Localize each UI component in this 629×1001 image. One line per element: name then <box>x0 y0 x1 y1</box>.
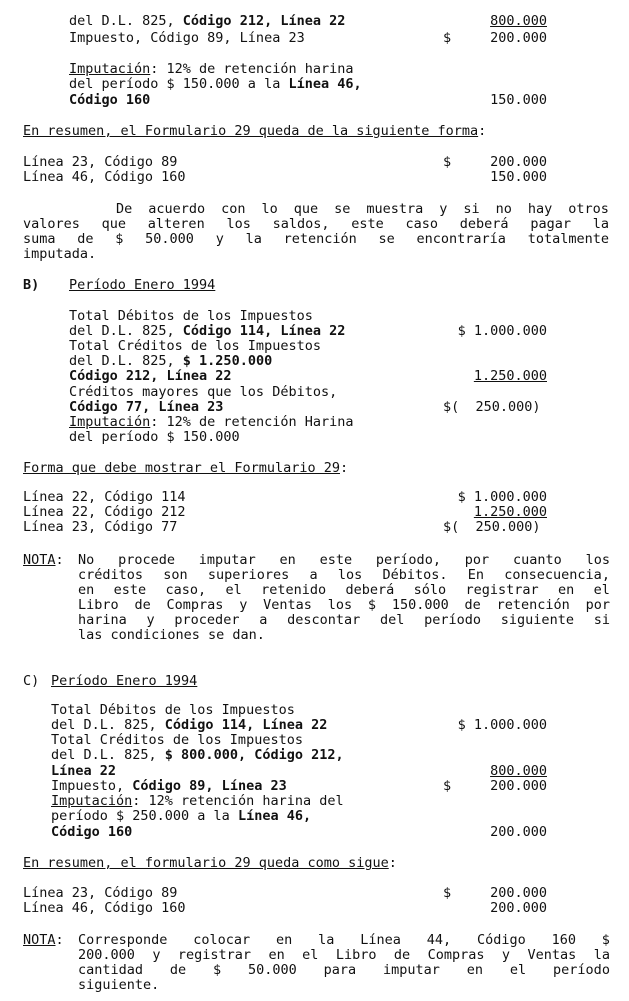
word: lo <box>261 201 278 217</box>
section-b-creditos-2: del D.L. 825, $ 1.250.000 <box>69 353 273 369</box>
word: pagar <box>530 216 571 232</box>
word: en <box>276 932 293 948</box>
word: Ventas <box>527 947 577 963</box>
section-c-creditos-amount: 800.000 <box>490 763 547 779</box>
section-b-debitos-amount: $ 1.000.000 <box>457 323 547 339</box>
word: superiores <box>207 567 290 583</box>
section-b-forma-amount-2: 1.250.000 <box>473 504 547 520</box>
word: registrar <box>177 947 252 963</box>
word: para <box>323 962 357 978</box>
word: de <box>464 597 481 613</box>
resumen-1-amount-1: 200.000 <box>490 154 547 170</box>
word: Ventas <box>263 597 312 613</box>
section-b-nota-line-1 <box>78 553 610 568</box>
paragraph-line-2 <box>23 217 609 232</box>
word: De <box>116 201 133 217</box>
word: el <box>302 947 319 963</box>
word: cuanto <box>512 552 562 568</box>
word: el <box>593 582 610 598</box>
word: saldos, <box>272 216 330 232</box>
section-b-debitos-1: Total Débitos de los Impuestos <box>69 308 313 324</box>
section-c-impuesto: Impuesto, Código 89, Línea 23 <box>51 778 287 794</box>
section-b-forma-row-1: Línea 22, Código 114 <box>23 489 186 505</box>
resumen-1-row-2: Línea 46, Código 160 <box>23 169 186 185</box>
word: deberá <box>459 216 509 232</box>
section-c-nota-line-3 <box>78 963 610 978</box>
word: con <box>221 201 246 217</box>
paragraph-line-4: imputada. <box>23 246 97 262</box>
top-currency-2: $ <box>443 30 452 46</box>
section-c-imputacion-2: período $ 250.000 a la Línea 46, <box>51 808 312 824</box>
word: acuerdo <box>148 201 206 217</box>
word: Libro <box>78 597 119 613</box>
section-b-forma-heading: Forma que debe mostrar el Formulario 29: <box>23 460 349 476</box>
section-c-nota-line-1 <box>78 933 610 948</box>
section-b-forma-row-2: Línea 22, Código 212 <box>23 504 186 520</box>
section-c-resumen-amount-2: 200.000 <box>490 900 547 916</box>
paragraph-line-3 <box>23 232 609 247</box>
section-b-forma-amount-1: $ 1.000.000 <box>457 489 547 505</box>
word: de <box>77 231 94 247</box>
top-imputacion-line-2: del período $ 150.000 a la Línea 46, <box>69 76 362 92</box>
word: otros <box>568 201 609 217</box>
word: a <box>259 612 268 628</box>
word: caso, <box>165 582 207 598</box>
section-b-imputacion-2: del período $ 150.000 <box>69 429 240 445</box>
section-b-creditos-1: Total Créditos de los Impuestos <box>69 338 321 354</box>
word: la <box>592 216 609 232</box>
section-c-marker: C) <box>23 673 40 689</box>
section-c-resumen-heading: En resumen, el formulario 29 queda como sigue: <box>23 855 397 871</box>
word: sólo <box>413 582 447 598</box>
section-b-creditos-amount: 1.250.000 <box>473 368 547 384</box>
word: que <box>293 201 319 217</box>
word: este <box>351 216 384 232</box>
section-c-creditos-2: del D.L. 825, $ 800.000, Código 212, <box>51 747 344 763</box>
word: valores <box>23 216 80 232</box>
word: el <box>509 962 527 978</box>
word: los <box>337 567 363 583</box>
word: registrar <box>465 582 539 598</box>
section-b-creditos-3: Código 212, Línea 22 <box>69 368 232 384</box>
word: descontar <box>287 612 361 628</box>
resumen-1-heading: En resumen, el Formulario 29 queda de la siguiente forma: <box>23 123 487 139</box>
word: los <box>585 552 610 568</box>
top-imputacion-line-1: Imputación: 12% de retención harina <box>69 61 354 77</box>
section-c-nota-line-2 <box>78 948 610 963</box>
section-c-resumen-currency-1: $ <box>443 885 452 901</box>
word: caso <box>405 216 439 232</box>
section-c-creditos-1: Total Créditos de los Impuestos <box>51 732 303 748</box>
word: 50.000 <box>145 231 194 247</box>
section-c-imputacion-amount: 200.000 <box>490 824 547 840</box>
word: son <box>163 567 188 583</box>
section-c-nota-line-4: siguiente. <box>78 977 160 993</box>
section-c-impuesto-amount: 200.000 <box>490 778 547 794</box>
word: $ <box>367 597 377 613</box>
word: retenido <box>261 582 327 598</box>
word: si <box>593 612 610 628</box>
paragraph-line-1 <box>116 202 609 217</box>
section-b-nota-label: NOTA: <box>23 552 64 568</box>
section-c-debitos-amount: $ 1.000.000 <box>457 717 547 733</box>
word: y <box>501 947 511 963</box>
section-c-imputacion-1: Imputación: 12% retención harina del <box>51 793 344 809</box>
word: 50.000 <box>248 962 297 978</box>
word: que <box>101 216 127 232</box>
section-c-debitos-2: del D.L. 825, Código 114, Línea 22 <box>51 717 328 733</box>
word: la <box>245 231 262 247</box>
word: proceder <box>174 612 240 628</box>
word: En <box>467 567 485 583</box>
section-b-nota-line-2 <box>78 568 610 583</box>
section-c-resumen-row-2: Línea 46, Código 160 <box>23 900 186 916</box>
word: retención <box>496 597 570 613</box>
word: en <box>558 582 575 598</box>
word: Libro <box>335 947 377 963</box>
word: y <box>146 612 155 628</box>
word: cantidad <box>78 962 144 978</box>
section-b-nota-line-4 <box>78 598 610 613</box>
section-b-mayores-amount: $( 250.000) <box>443 399 541 415</box>
word: Línea <box>360 932 401 948</box>
word: 200.000 <box>78 947 135 963</box>
word: en <box>268 947 285 963</box>
top-line-2: Impuesto, Código 89, Línea 23 <box>69 30 305 46</box>
top-amount-2: 200.000 <box>490 30 547 46</box>
word: muestra <box>366 201 424 217</box>
word: y <box>152 947 161 963</box>
word: en <box>466 962 484 978</box>
word: período, <box>375 552 441 568</box>
word: por <box>464 552 490 568</box>
section-c-resumen-amount-1: 200.000 <box>490 885 547 901</box>
top-imputacion-line-3: Código 160 <box>69 92 151 108</box>
word: este <box>319 552 353 568</box>
section-b-imputacion-1: Imputación: 12% de retención Harina <box>69 414 354 430</box>
word: en <box>78 582 95 598</box>
word: el <box>225 582 242 598</box>
section-c-imputacion-3: Código 160 <box>51 824 133 840</box>
section-c-nota-label: NOTA: <box>23 932 64 948</box>
word: los <box>327 597 353 613</box>
resumen-1-currency-1: $ <box>443 154 452 170</box>
word: la <box>318 932 335 948</box>
word: período <box>553 962 610 978</box>
top-line-1: del D.L. 825, Código 212, Línea 22 <box>69 13 346 29</box>
word: totalmente <box>527 231 609 247</box>
word: de <box>393 947 411 963</box>
section-c-title: Período Enero 1994 <box>51 673 198 689</box>
section-b-marker: B) <box>23 277 40 293</box>
word: procede <box>118 552 175 568</box>
word: hay <box>527 201 553 217</box>
word: de <box>169 962 187 978</box>
word: por <box>585 597 610 613</box>
word: 44, <box>426 932 452 948</box>
word: en <box>279 552 296 568</box>
word: Débitos. <box>382 567 448 583</box>
section-b-nota-line-5 <box>78 613 610 628</box>
word: este <box>113 582 147 598</box>
section-b-mayores-1: Créditos mayores que los Débitos, <box>69 384 338 400</box>
resumen-1-row-1: Línea 23, Código 89 <box>23 154 178 170</box>
section-b-forma-row-3: Línea 23, Código 77 <box>23 519 178 535</box>
word: encontraría <box>416 231 506 247</box>
section-b-forma-amount-3: $( 250.000) <box>443 519 541 535</box>
word: a <box>309 567 318 583</box>
section-b-nota-line-3 <box>78 583 610 598</box>
word: alteren <box>147 216 205 232</box>
section-b-mayores-2: Código 77, Línea 23 <box>69 399 224 415</box>
word: Corresponde <box>78 932 168 948</box>
section-c-resumen-row-1: Línea 23, Código 89 <box>23 885 178 901</box>
word: y <box>215 231 224 247</box>
word: 150.000 <box>391 597 449 613</box>
word: del <box>380 612 405 628</box>
word: 160 <box>551 932 576 948</box>
resumen-1-amount-2: 150.000 <box>490 169 547 185</box>
word: Compras <box>427 947 485 963</box>
word: consecuencia, <box>504 567 610 583</box>
word: créditos <box>78 567 144 583</box>
section-b-nota-line-6: las condiciones se dan. <box>78 627 265 643</box>
word: $ <box>213 962 222 978</box>
word: harina <box>78 612 127 628</box>
word: y <box>239 597 248 613</box>
word: se <box>378 231 395 247</box>
word: período <box>424 612 482 628</box>
word: $ <box>601 932 610 948</box>
section-c-creditos-3: Línea 22 <box>51 763 117 779</box>
section-c-impuesto-currency: $ <box>443 778 452 794</box>
section-b-debitos-2: del D.L. 825, Código 114, Línea 22 <box>69 323 346 339</box>
section-b-title: Período Enero 1994 <box>69 277 216 293</box>
word: deberá <box>345 582 395 598</box>
word: Código <box>476 932 526 948</box>
top-amount-1: 800.000 <box>490 13 547 29</box>
section-c-debitos-1: Total Débitos de los Impuestos <box>51 702 295 718</box>
word: de <box>134 597 151 613</box>
word: colocar <box>193 932 251 948</box>
word: y <box>439 201 448 217</box>
word: $ <box>115 231 124 247</box>
word: Compras <box>166 597 224 613</box>
word: suma <box>23 231 56 247</box>
word: si <box>463 201 480 217</box>
word: la <box>593 947 610 963</box>
word: retención <box>283 231 357 247</box>
word: imputar <box>198 552 256 568</box>
top-imputacion-amount: 150.000 <box>490 92 547 108</box>
word: se <box>334 201 351 217</box>
word: No <box>78 552 95 568</box>
word: los <box>226 216 251 232</box>
word: siguiente <box>500 612 574 628</box>
word: no <box>495 201 512 217</box>
word: imputar <box>383 962 440 978</box>
